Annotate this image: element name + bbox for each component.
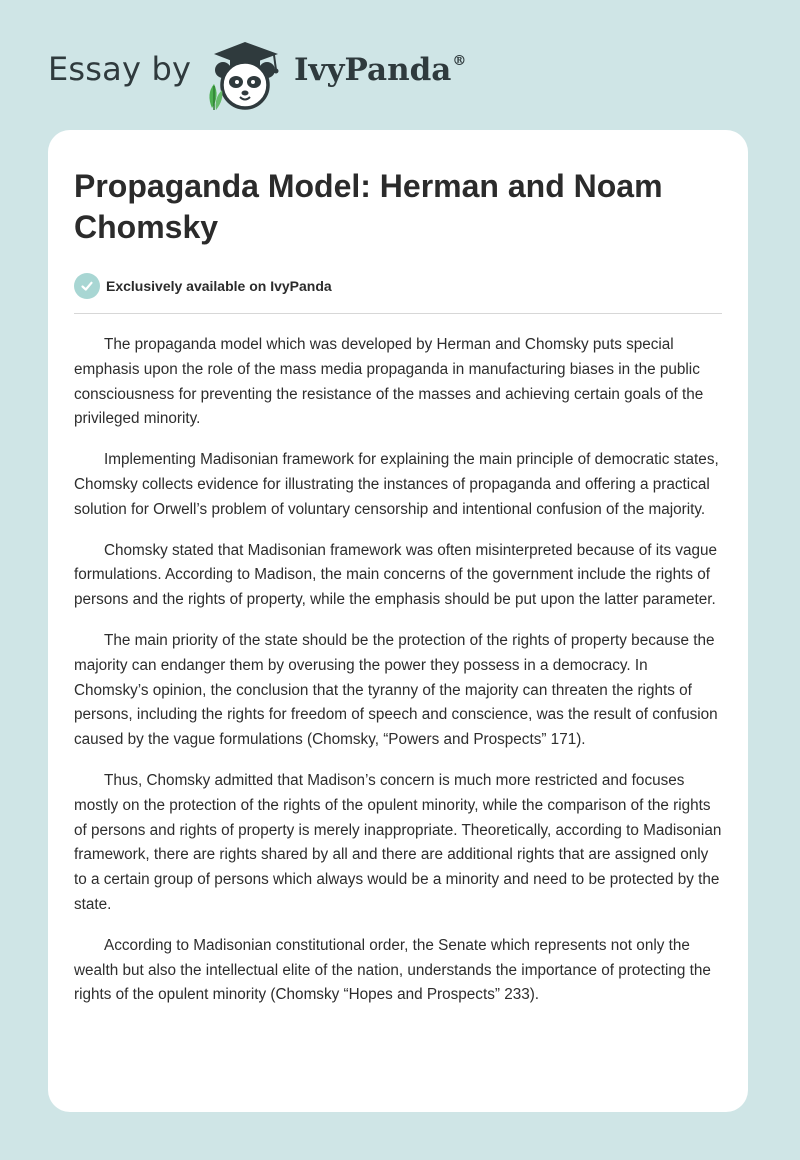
registered-mark: ® [452,52,467,69]
paragraph: Thus, Chomsky admitted that Madison’s concern is much more restricted and focuses mostly on the protection of the rights of the opulent minority, while the comparison of the rights of persons and rights of property is merely inappropriate. Theoretically, according to Madisonian framework, there are rights shared by all and there are additional rights that are assigned only to a certain group of persons which always would be a minority and need to be protected by the state. [74,771,722,913]
exclusive-badge [74,272,722,300]
brand-label: IvyPanda [294,52,452,88]
paragraph: The main priority of the state should be the protection of the rights of property because the majority can endanger them by overusing the power they possess in a democracy. In Chomsky’s opinion, the conclusion that the tyranny of the majority can threaten the rights of persons, including the rights for freedom of speech and conscience, was the result of confusion caused by the vague formulations (Chomsky, “Powers and Prospects” 171). [74,631,718,749]
exclusive-label: Exclusively available on IvyPanda [106,278,332,294]
paragraph: According to Madisonian constitutional order, the Senate which represents not only the wealth but also the intellectual elite of the nation, understands the importance of protecting the rights of the opulent minority (Chomsky “Hopes and Prospects” 233). [74,936,711,1004]
brand-name[interactable] [294,52,466,88]
essay-by-label: Essay by [48,50,192,88]
paragraph: Chomsky stated that Madisonian framework was often misinterpreted because of its vague formulations. According to Madison, the main concerns of the government include the rights of persons and the rights of property, while the emphasis should be put upon the latter parameter. [74,541,718,609]
site-header [48,36,568,112]
page-title: Propaganda Model: Herman and Noam Chomsky [74,168,663,245]
paragraph: Implementing Madisonian framework for explaining the main principle of democratic states, Chomsky collects evidence for illustrating the instances of propaganda and offering a practical solution for Orwell’s problem of voluntary censorship and intentional confusion of the majority. [74,451,719,518]
panda-graduate-icon[interactable] [202,36,288,112]
essay-card [48,130,748,1112]
paragraph: The propaganda model which was developed by Herman and Chomsky puts special emphasis upon the role of the mass media propaganda in manufacturing biases in the public consciousness for preventing the resistance of the masses and achieving certain goals of the privileged minority. [74,336,704,428]
check-icon [74,273,100,299]
divider [74,313,722,314]
essay-body [74,333,724,1008]
